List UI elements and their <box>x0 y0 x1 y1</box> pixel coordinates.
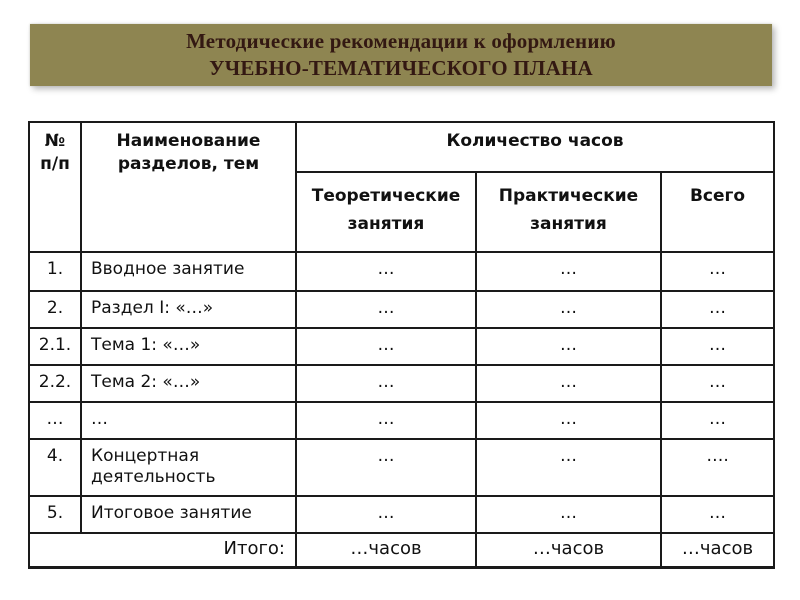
column-header-hours-group: Количество часов <box>296 122 774 172</box>
row-total-hours: … <box>661 402 774 439</box>
row-theory-hours: … <box>296 252 476 291</box>
row-number: 4. <box>29 439 81 496</box>
column-header-number <box>29 122 81 252</box>
column-header-theory: Теоретические занятия <box>296 172 476 252</box>
row-practice-hours: … <box>476 439 661 496</box>
row-practice-hours: … <box>476 328 661 365</box>
row-practice-hours: … <box>476 402 661 439</box>
row-total-hours: … <box>661 365 774 402</box>
table-row <box>29 291 774 328</box>
table-row <box>29 365 774 402</box>
row-theory-hours: … <box>296 496 476 533</box>
row-number: 1. <box>29 252 81 291</box>
column-header-practice: Практические занятия <box>476 172 661 252</box>
column-header-number-line1: № <box>44 131 66 151</box>
row-section-name: Тема 2: «…» <box>81 365 296 402</box>
row-total-hours: …. <box>661 439 774 496</box>
column-header-total: Всего <box>661 172 774 252</box>
row-number: … <box>29 402 81 439</box>
row-total-hours: … <box>661 252 774 291</box>
row-practice-hours: … <box>476 496 661 533</box>
title-line-1: Методические рекомендации к оформлению <box>186 28 616 53</box>
row-number: 2. <box>29 291 81 328</box>
row-number: 5. <box>29 496 81 533</box>
row-section-name: Вводное занятие <box>81 252 296 291</box>
row-section-name: Концертная деятельность <box>81 439 296 496</box>
title-line-2: УЧЕБНО-ТЕМАТИЧЕСКОГО ПЛАНА <box>209 56 593 80</box>
row-section-name: Тема 1: «…» <box>81 328 296 365</box>
footer-practice-hours: …часов <box>476 533 661 567</box>
footer-total-hours: …часов <box>661 533 774 567</box>
title-banner <box>30 24 772 86</box>
footer-theory-hours: …часов <box>296 533 476 567</box>
row-theory-hours: … <box>296 328 476 365</box>
curriculum-plan-table <box>28 121 775 569</box>
row-section-name: … <box>81 402 296 439</box>
table-header-row-1 <box>29 122 774 172</box>
row-theory-hours: … <box>296 365 476 402</box>
table-row <box>29 496 774 533</box>
table-row <box>29 252 774 291</box>
table-row <box>29 328 774 365</box>
row-practice-hours: … <box>476 291 661 328</box>
row-section-name: Раздел I: «…» <box>81 291 296 328</box>
column-header-section-name: Наименование разделов, тем <box>81 122 296 252</box>
table-row <box>29 402 774 439</box>
row-practice-hours: … <box>476 252 661 291</box>
table-footer-row <box>29 533 774 567</box>
table-row <box>29 439 774 496</box>
row-total-hours: … <box>661 291 774 328</box>
row-practice-hours: … <box>476 365 661 402</box>
row-theory-hours: … <box>296 291 476 328</box>
column-header-number-line2: п/п <box>40 153 70 174</box>
row-number: 2.2. <box>29 365 81 402</box>
row-theory-hours: … <box>296 439 476 496</box>
footer-total-label: Итого: <box>29 533 296 567</box>
row-number: 2.1. <box>29 328 81 365</box>
row-section-name: Итоговое занятие <box>81 496 296 533</box>
row-total-hours: … <box>661 496 774 533</box>
row-theory-hours: … <box>296 402 476 439</box>
row-total-hours: … <box>661 328 774 365</box>
